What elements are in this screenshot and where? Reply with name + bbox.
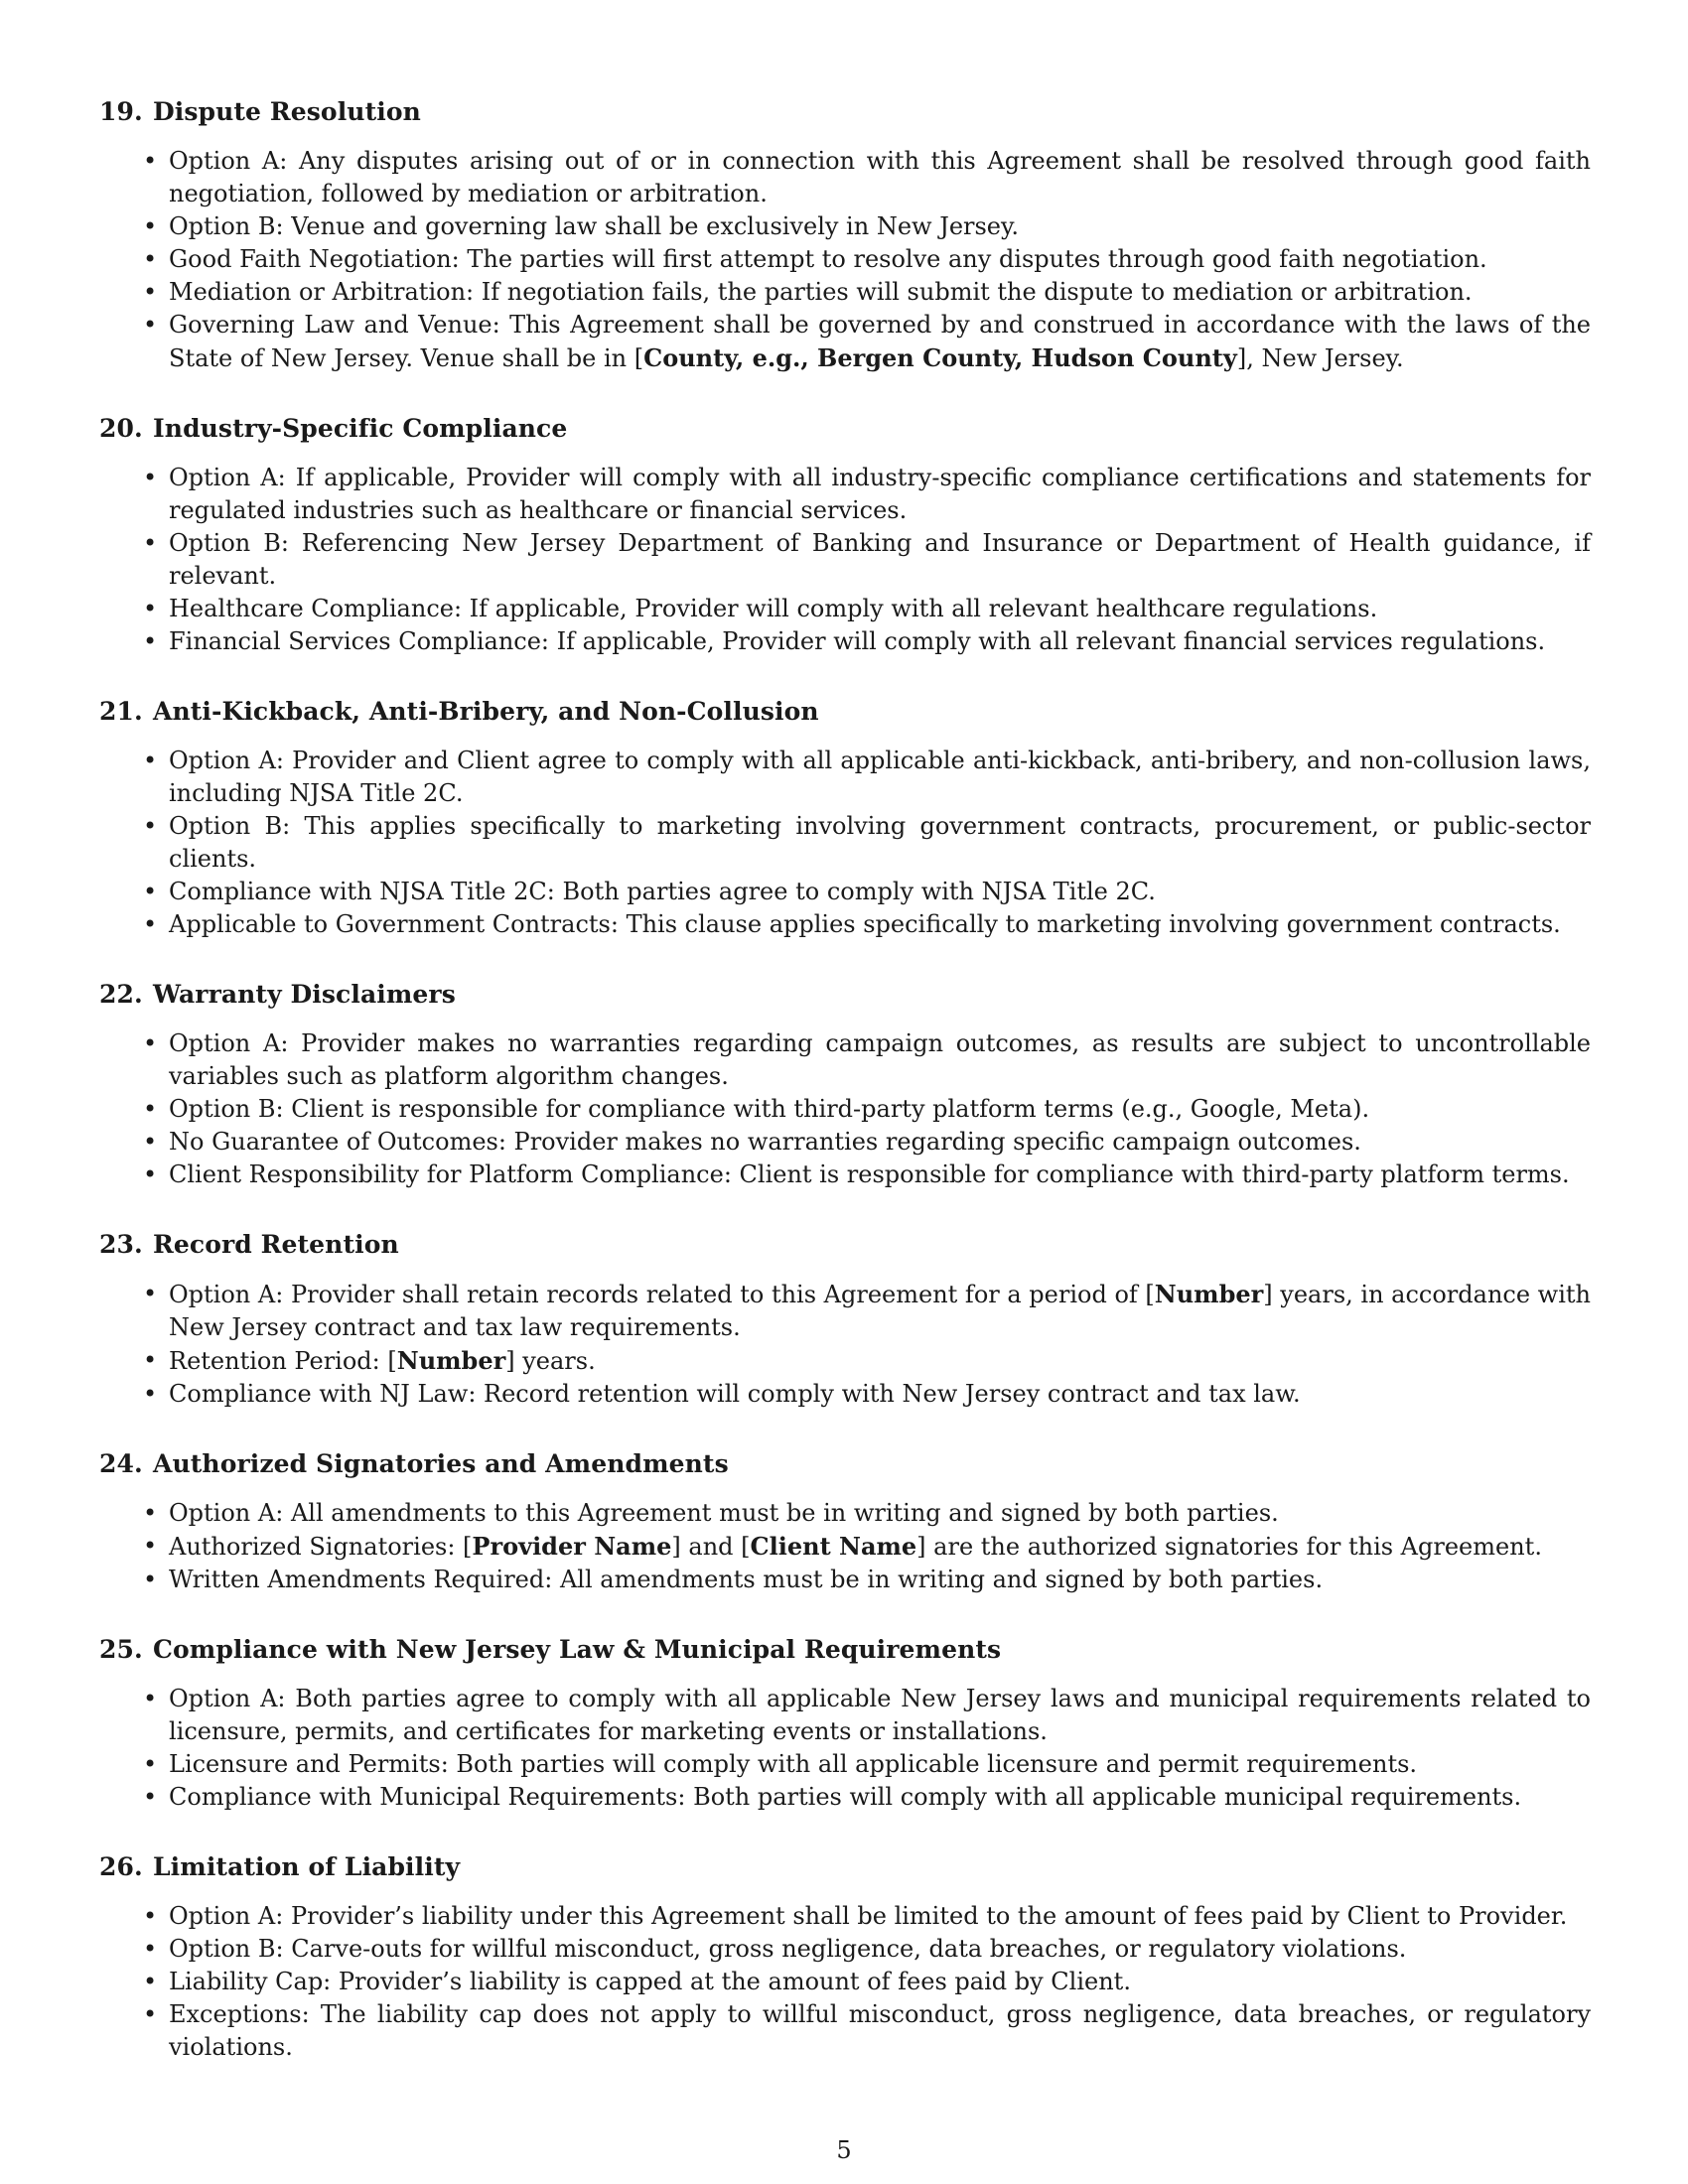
section-title: Limitation of Liability [153,1852,461,1881]
section-number: 21. [99,697,143,726]
section-21 [99,695,1591,941]
section-23 [99,1228,1591,1411]
section-title: Industry-Specific Compliance [153,414,568,443]
section-heading [99,978,1591,1011]
list-item [99,625,1591,658]
bullet-list [99,1900,1591,2064]
clause-text: ] are the authorized signatories for this Agreement. [916,1533,1542,1561]
section-number: 19. [99,97,143,126]
list-item [99,309,1591,375]
list-item [99,462,1591,527]
list-item [99,527,1591,593]
bullet-list [99,1683,1591,1814]
section-title: Compliance with New Jersey Law & Municipal Requirements [153,1635,1002,1664]
clause-text: Mediation or Arbitration: If negotiation fails, the parties will submit the dispute to mediation or arbitration. [169,278,1473,306]
list-item [99,210,1591,243]
clause-text: Written Amendments Required: All amendments must be in writing and signed by both parties. [169,1566,1324,1593]
bullet-list [99,1278,1591,1411]
clause-text: Option A: All amendments to this Agreement must be in writing and signed by both parties. [169,1499,1279,1527]
clause-text: Compliance with NJSA Title 2C: Both parties agree to comply with NJSA Title 2C. [169,878,1156,905]
clause-text: Licensure and Permits: Both parties will comply with all applicable licensure and permit requirements. [169,1750,1418,1778]
section-26 [99,1850,1591,2064]
list-item [99,1683,1591,1748]
section-title: Warranty Disclaimers [153,980,456,1009]
bullet-list [99,462,1591,658]
list-item [99,593,1591,625]
list-item [99,1344,1591,1378]
page-number: 5 [836,2136,852,2164]
list-item [99,1966,1591,1998]
list-item [99,908,1591,941]
list-item [99,276,1591,309]
clause-text: Option A: Provider and Client agree to comply with all applicable anti-kickback, anti-bribery, and non-collusion laws, including NJSA Title 2C. [169,747,1591,807]
clause-text: ] years, in accordance with New Jersey contract and tax law requirements. [169,1281,1591,1341]
clause-text: ] and [ [671,1533,751,1561]
clause-text: Option A: Any disputes arising out of or in connection with this Agreement shall be resolved through good faith negotiation, followed by mediation or arbitration. [169,147,1591,207]
section-24 [99,1447,1591,1596]
clause-text: Compliance with Municipal Requirements: Both parties will comply with all applicable municipal requirements. [169,1783,1522,1811]
section-number: 22. [99,980,143,1009]
section-title: Authorized Signatories and Amendments [153,1449,729,1478]
section-heading [99,95,1591,128]
clause-text: Retention Period: [ [169,1347,397,1375]
section-heading [99,1228,1591,1261]
clause-text: Good Faith Negotiation: The parties will first attempt to resolve any disputes through good faith negotiation. [169,245,1487,273]
clause-text: Applicable to Government Contracts: This clause applies specifically to marketing involving government contracts. [169,910,1561,938]
clause-text: Option A: Provider shall retain records related to this Agreement for a period of [ [169,1281,1155,1308]
clause-text: Compliance with NJ Law: Record retention will comply with New Jersey contract and tax law. [169,1380,1301,1408]
clause-text: Client Responsibility for Platform Compliance: Client is responsible for compliance with third-party platform terms. [169,1160,1570,1188]
section-number: 20. [99,414,143,443]
section-number: 23. [99,1230,143,1259]
placeholder-text: Client Name [750,1532,917,1561]
clause-text: Option B: Carve-outs for willful misconduct, gross negligence, data breaches, or regulatory violations. [169,1935,1407,1963]
placeholder-text: County, e.g., Bergen County, Hudson County [643,343,1237,372]
list-item [99,1159,1591,1191]
placeholder-text: Number [1154,1280,1264,1308]
list-item [99,1378,1591,1411]
section-heading [99,1633,1591,1666]
clause-text: Option A: Provider makes no warranties regarding campaign outcomes, as results are subject to uncontrollable variables such as platform algorithm changes. [169,1029,1591,1090]
section-20 [99,412,1591,658]
list-item [99,1278,1591,1344]
bullet-list [99,1027,1591,1191]
list-item [99,145,1591,210]
list-item [99,1093,1591,1126]
list-item [99,810,1591,876]
list-item [99,1027,1591,1093]
list-item [99,876,1591,908]
section-25 [99,1633,1591,1814]
list-item [99,1497,1591,1530]
clause-text: Option A: Both parties agree to comply with all applicable New Jersey laws and municipal requirements related to licensure, permits, and certificates for marketing events or installations. [169,1685,1591,1745]
document-page [99,95,1591,2101]
bullet-list [99,1497,1591,1596]
list-item [99,1998,1591,2064]
clause-text: Option B: Referencing New Jersey Department of Banking and Insurance or Department of Health guidance, if relevant. [169,529,1591,590]
section-heading [99,695,1591,728]
clause-text: Governing Law and Venue: This Agreement shall be governed by and construed in accordance with the laws of the State of New Jersey. Venue shall be in [ [169,311,1591,372]
section-number: 25. [99,1635,143,1664]
section-heading [99,1447,1591,1480]
list-item [99,1900,1591,1933]
section-22 [99,978,1591,1191]
bullet-list [99,745,1591,941]
list-item [99,1781,1591,1814]
section-title: Record Retention [153,1230,399,1259]
clause-text: Exceptions: The liability cap does not apply to willful misconduct, gross negligence, data breaches, or regulatory violations. [169,2000,1591,2061]
clause-text: Financial Services Compliance: If applicable, Provider will comply with all relevant financial services regulations. [169,627,1546,655]
section-title: Anti-Kickback, Anti-Bribery, and Non-Collusion [153,697,819,726]
placeholder-text: Number [396,1346,506,1375]
clause-text: Option B: Venue and governing law shall be exclusively in New Jersey. [169,212,1020,240]
section-heading [99,1850,1591,1883]
placeholder-text: Provider Name [472,1532,672,1561]
section-heading [99,412,1591,445]
section-19 [99,95,1591,375]
clause-text: Authorized Signatories: [ [169,1533,473,1561]
bullet-list [99,145,1591,375]
clause-text: Liability Cap: Provider’s liability is capped at the amount of fees paid by Client. [169,1968,1131,1995]
list-item [99,1933,1591,1966]
section-title: Dispute Resolution [153,97,421,126]
clause-text: Option B: Client is responsible for compliance with third-party platform terms (e.g., Google, Meta). [169,1095,1370,1123]
clause-text: No Guarantee of Outcomes: Provider makes no warranties regarding specific campaign outcomes. [169,1128,1361,1156]
section-number: 24. [99,1449,143,1478]
list-item [99,1748,1591,1781]
clause-text: ], New Jersey. [1236,344,1404,372]
clause-text: Option B: This applies specifically to marketing involving government contracts, procurement, or public-sector clients. [169,812,1591,873]
list-item [99,1530,1591,1564]
list-item [99,745,1591,810]
list-item [99,1126,1591,1159]
list-item [99,1564,1591,1596]
list-item [99,243,1591,276]
clause-text: Healthcare Compliance: If applicable, Provider will comply with all relevant healthcare regulations. [169,595,1378,622]
clause-text: Option A: If applicable, Provider will comply with all industry-specific compliance certifications and statements for regulated industries such as healthcare or financial services. [169,464,1591,524]
clause-text: ] years. [505,1347,596,1375]
clause-text: Option A: Provider’s liability under this Agreement shall be limited to the amount of fees paid by Client to Provider. [169,1902,1568,1930]
section-number: 26. [99,1852,143,1881]
